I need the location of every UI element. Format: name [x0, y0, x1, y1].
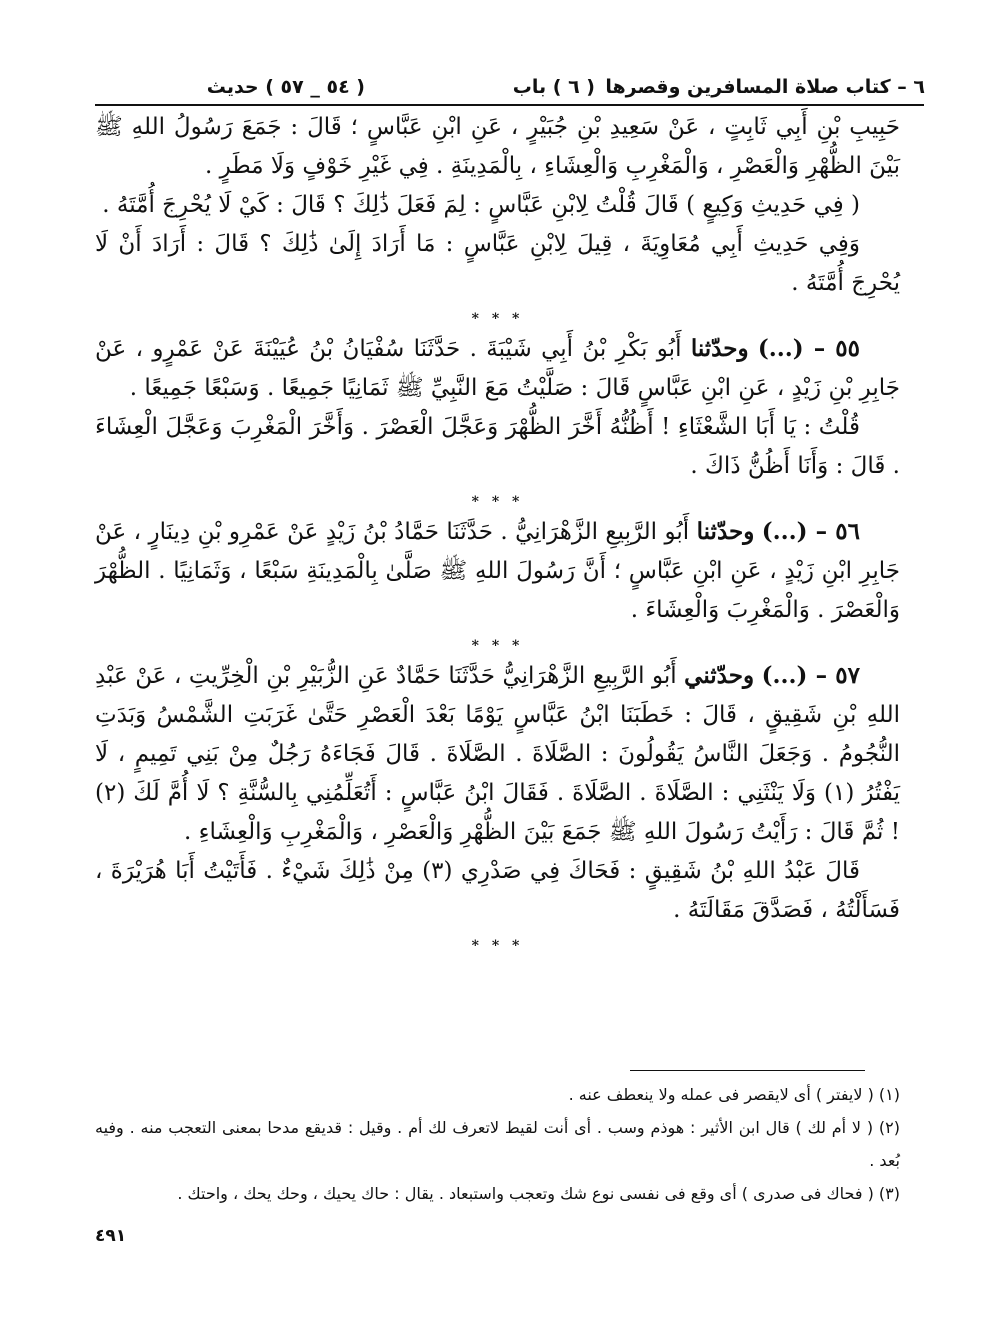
paragraph: حَبِيبِ بْنِ أَبِي ثَابِتٍ ، عَنْ سَعِيدِ بْنِ جُبَيْرٍ ، عَنِ ابْنِ عَبَّاسٍ ؛ قَالَ : جَمَعَ رَسُولُ اللهِ ﷺ بَيْنَ الظُّهْرِ وَالْعَصْرِ ، وَالْمَغْرِبِ وَالْعِشَاءِ ، بِالْمَدِينَةِ . فِي غَيْرِ خَوْفٍ وَلَا مَطَرٍ .: [95, 114, 900, 179]
paragraph: وَفِي حَدِيثِ أَبِي مُعَاوِيَةَ ، قِيلَ لِابْنِ عَبَّاسٍ : مَا أَرَادَ إِلَىٰ ذَٰلِكَ ؟ قَالَ : أَرَادَ أَنْ لَا يُحْرِجَ أُمَّتَهُ .: [95, 231, 900, 296]
footnote: (٣) ( فحاك فى صدرى ) أى وقع فى نفسى نوع شك وتعجب واستبعاد . يقال : حاك يحيك ، وحك يحك ، واحتك .: [177, 1184, 900, 1203]
footnote: (٢) ( لا أم لك ) قال ابن الأثير : هوذم وسب . أى أنت لقيط لاتعرف لك أم . وقيل : قديقع مدحا بمعنى التعجب منه . وفيه بُعد .: [95, 1118, 900, 1170]
hadith-text: أَبُو الرَّبِيعِ الزَّهْرَانِيُّ . حَدَّثَنَا حَمَّادُ بْنُ زَيْدٍ عَنْ عَمْرِو بْنِ دِينَارٍ ، عَنْ جَابِرِ ابْنِ زَيْدٍ ، عَنِ ابْنِ عَبَّاسٍ ؛ أَنَّ رَسُولَ اللهِ ﷺ صَلَّىٰ بِالْمَدِينَةِ سَبْعًا ، وَثَمَانِيًا . الظُّهْرَ وَالْعَصْرَ . وَالْمَغْرِبَ وَالْعِشَاءَ .: [95, 519, 900, 623]
footnote: (١) ( لايفتر ) أى لايقصر فى عمله ولا ينعطف عنه .: [568, 1085, 900, 1104]
hadith-55: [95, 329, 900, 408]
header-bab-number: ( ٦ ) باب: [512, 76, 595, 98]
header-hadith-range: ( ٥٤ _ ٥٧ ) حديث: [206, 76, 365, 98]
section-separator: * * *: [471, 311, 524, 327]
section-separator: * * *: [471, 638, 524, 654]
hadith-55-continued: قُلْتُ : يَا أَبَا الشَّعْثَاءِ ! أَظُنُّهُ أَخَّرَ الظُّهْرَ وَعَجَّلَ الْعَصْرَ . وَأَخَّرَ الْمَغْرِبَ وَعَجَّلَ الْعِشَاءَ . قَالَ : وَأَنَا أَظُنُّ ذَاكَ .: [95, 414, 900, 479]
hadith-text: أَبُو الرَّبِيعِ الزَّهْرَانِيُّ حَدَّثَنَا حَمَّادٌ عَنِ الزُّبَيْرِ بْنِ الْخِرِّيتِ ، عَنْ عَبْدِ اللهِ بْنِ شَقِيقٍ ، قَالَ : خَطَبَنَا ابْنُ عَبَّاسٍ يَوْمًا بَعْدَ الْعَصْرِ حَتَّىٰ غَرَبَتِ الشَّمْسُ وَبَدَتِ النُّجُومُ . وَجَعَلَ النَّاسُ يَقُولُونَ : الصَّلَاةَ . الصَّلَاةَ . قَالَ فَجَاءَهُ رَجُلٌ مِنْ بَنِي تَمِيمٍ ، لَا يَفْتُرُ (١) وَلَا يَنْثَنِي : الصَّلَاةَ . الصَّلَاةَ . فَقَالَ ابْنُ عَبَّاسٍ : أَتُعَلِّمُنِي بِالسُّنَّةِ ؟ لَا أُمَّ لَكَ (٢) ! ثُمَّ قَالَ : رَأَيْتُ رَسُولَ اللهِ ﷺ جَمَعَ بَيْنَ الظُّهْرِ وَالْعَصْرِ ، وَالْمَغْرِبِ وَالْعِشَاءِ .: [95, 663, 901, 845]
hadith-text: أَبُو بَكْرِ بْنُ أَبِي شَيْبَةَ . حَدَّثَنَا سُفْيَانُ بْنُ عُيَيْنَةَ عَنْ عَمْرٍو ، عَنْ جَابِرِ بْنِ زَيْدٍ ، عَنِ ابْنِ عَبَّاسٍ قَالَ : صَلَّيْتُ مَعَ النَّبِيِّ ﷺ ثَمَانِيًا جَمِيعًا . وَسَبْعًا جَمِيعًا .: [95, 336, 900, 401]
hadith-opening: وحدّثنا: [690, 335, 749, 362]
hadith-57-continued: قَالَ عَبْدُ اللهِ بْنُ شَقِيقٍ : فَحَاكَ فِي صَدْرِي (٣) مِنْ ذَٰلِكَ شَيْءٌ . فَأَتَيْتُ أَبَا هُرَيْرَةَ ، فَسَأَلْتُهُ ، فَصَدَّقَ مَقَالَتَهُ .: [95, 858, 900, 923]
hadith-opening: وحدّثني: [684, 662, 755, 689]
hadith-number: ٥٦ – (...): [761, 518, 860, 545]
hadith-57: [95, 656, 900, 852]
footnotes: [95, 1078, 900, 1210]
header-rule: [95, 104, 924, 106]
footnote-rule: [630, 1070, 865, 1071]
hadith-number: ٥٥ – (...): [757, 335, 860, 362]
header-chapter-title: ٦ – كتاب صلاة المسافرين وقصرها: [605, 76, 925, 98]
hadith-opening: وحدّثنا: [696, 518, 755, 545]
hadith-number: ٥٧ – (...): [761, 662, 860, 689]
main-text: [95, 108, 900, 956]
paragraph: ( فِي حَدِيثِ وَكِيعٍ ) قَالَ قُلْتُ لِابْنِ عَبَّاسٍ : لِمَ فَعَلَ ذَٰلِكَ ؟ قَالَ : كَيْ لَا يُحْرِجَ أُمَّتَهُ .: [102, 192, 860, 218]
hadith-56: [95, 512, 900, 630]
running-header: [95, 74, 925, 104]
section-separator: * * *: [471, 938, 524, 954]
section-separator: * * *: [471, 494, 524, 510]
page-number: ٤٩١: [95, 1226, 127, 1246]
